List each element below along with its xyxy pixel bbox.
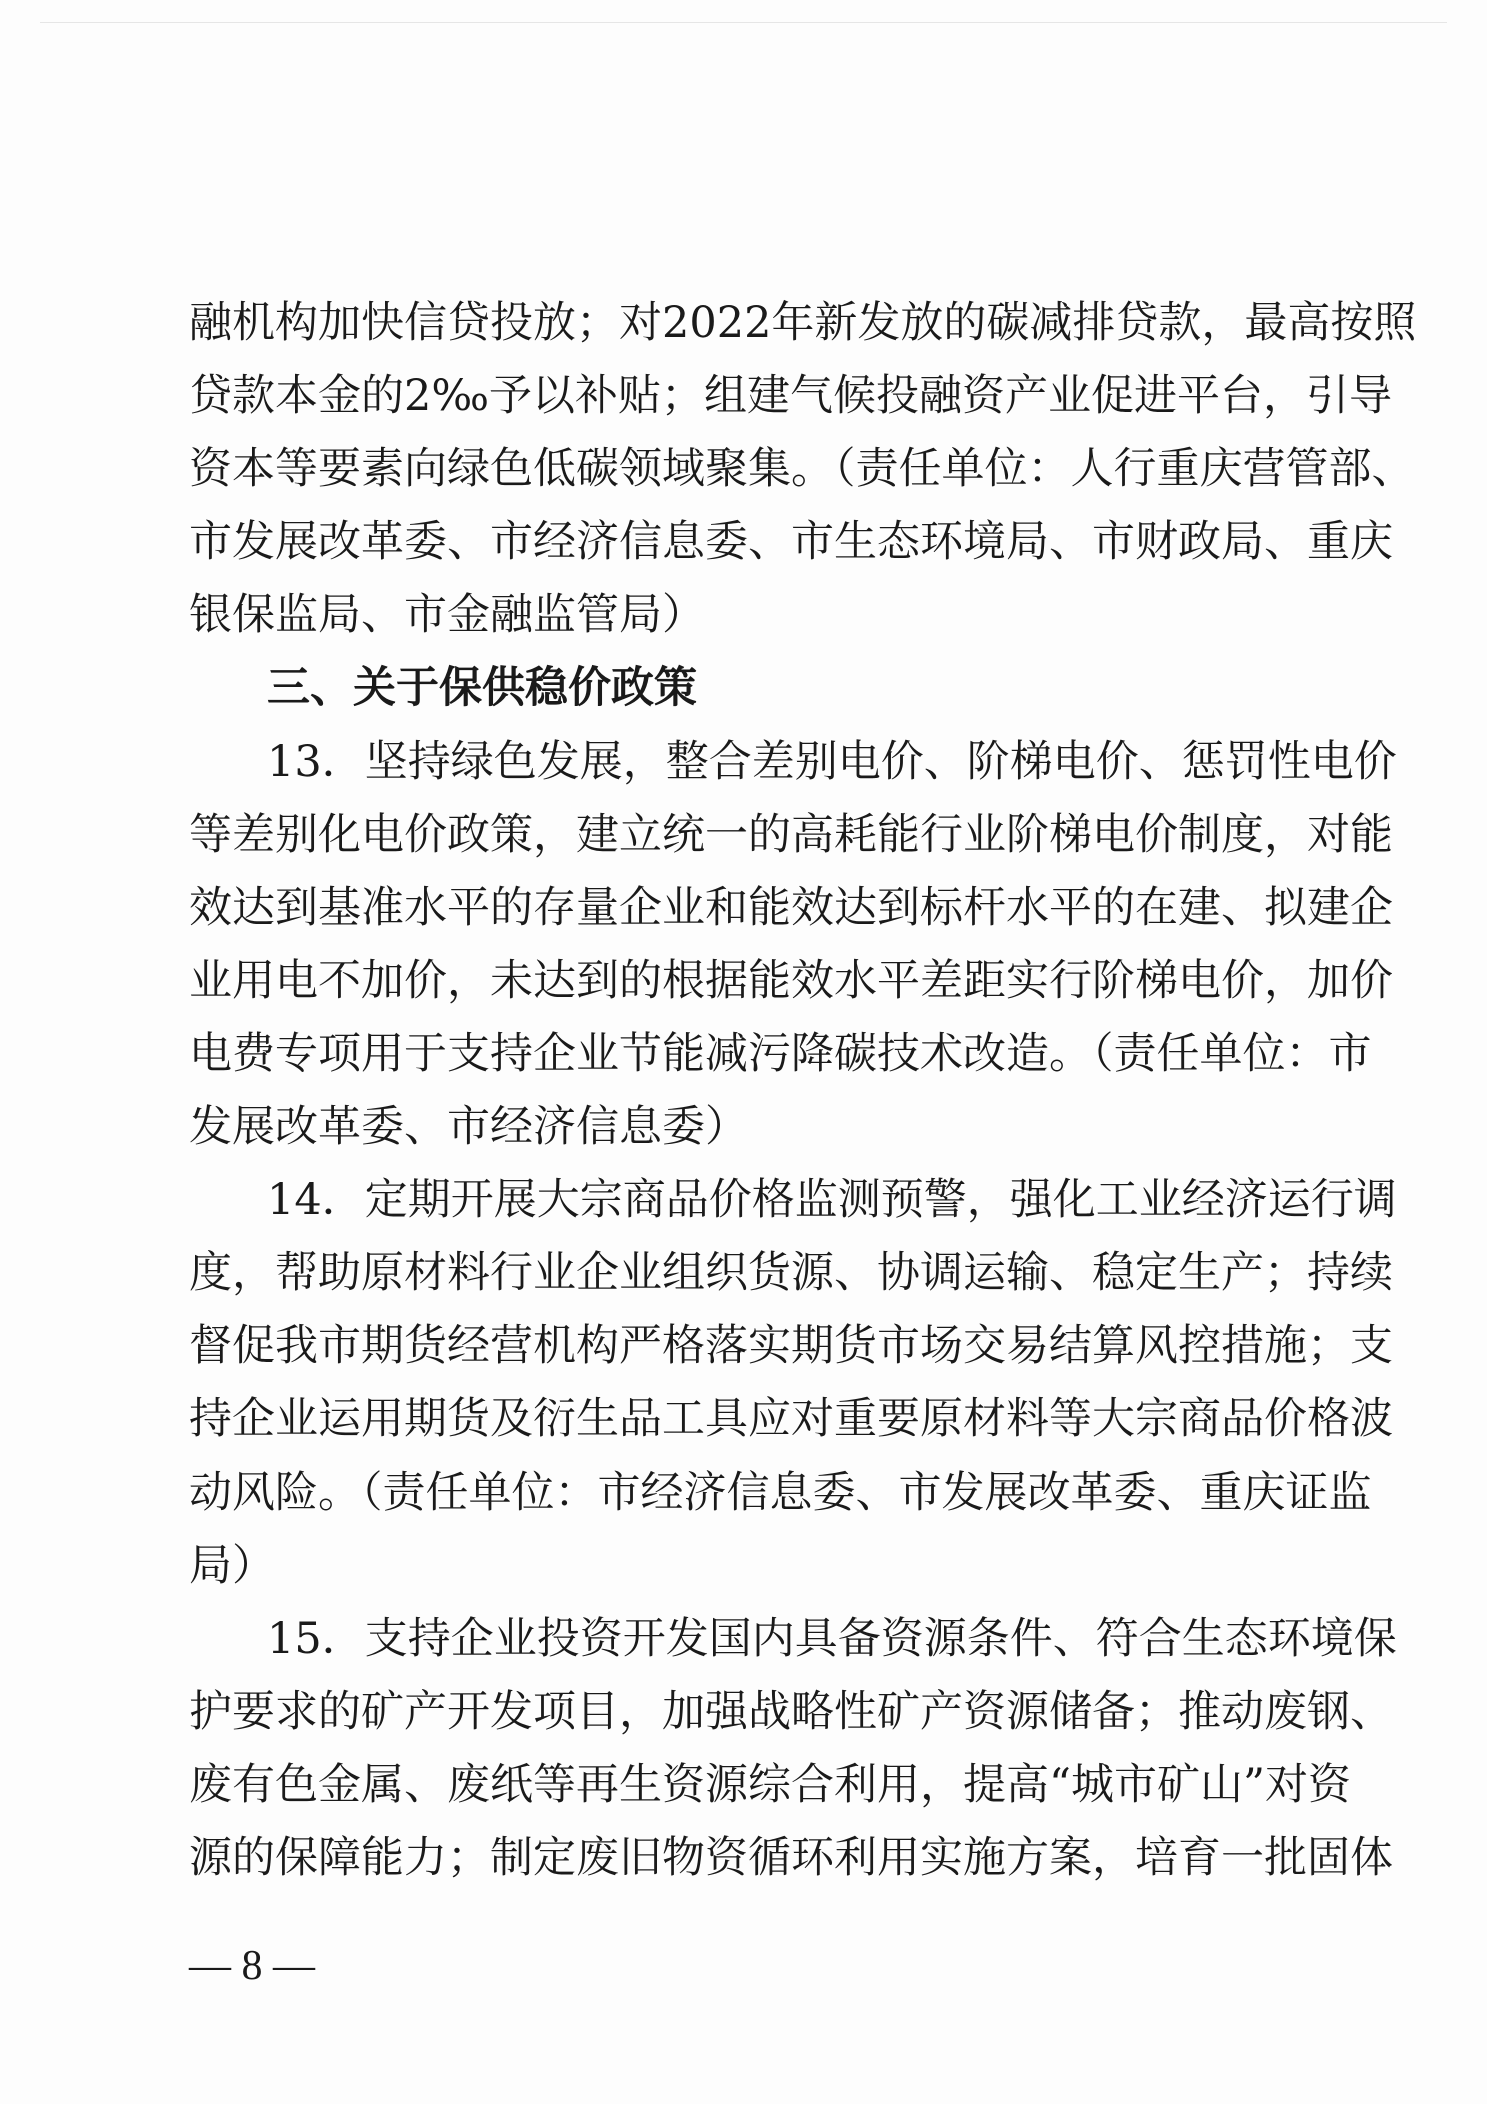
text-line: 电费专项用于支持企业节能减污降碳技术改造。（责任单位：市 <box>189 1028 1372 1079</box>
text-line: 度，帮助原材料行业企业组织货源、协调运输、稳定生产；持续 <box>189 1248 1393 1299</box>
text-line: 局） <box>189 1540 275 1591</box>
text-line: 等差别化电价政策，建立统一的高耗能行业阶梯电价制度，对能 <box>189 809 1393 860</box>
text-line: 15．支持企业投资开发国内具备资源条件、符合生态环境保 <box>267 1613 1397 1664</box>
text-line: 13．坚持绿色发展，整合差别电价、阶梯电价、惩罚性电价 <box>267 736 1397 787</box>
text-line: 督促我市期货经营机构严格落实期货市场交易结算风控措施；支 <box>189 1321 1393 1372</box>
paragraph-item-13 <box>189 726 1397 1165</box>
scan-edge-line <box>40 22 1447 23</box>
text-line: 发展改革委、市经济信息委） <box>189 1102 748 1153</box>
text-line: 市发展改革委、市经济信息委、市生态环境局、市财政局、重庆 <box>189 517 1393 568</box>
text-line: 效达到基准水平的存量企业和能效达到标杆水平的在建、拟建企 <box>189 882 1393 933</box>
text-line: 银保监局、市金融监管局） <box>189 590 705 641</box>
text-line: 14．定期开展大宗商品价格监测预警，强化工业经济运行调 <box>267 1175 1397 1226</box>
paragraph-item-14 <box>189 1164 1397 1603</box>
text-line: 资本等要素向绿色低碳领域聚集。（责任单位：人行重庆营管部、 <box>189 444 1415 495</box>
text-line: 废有色金属、废纸等再生资源综合利用，提高“城市矿山”对资 <box>189 1759 1351 1810</box>
text-line: 源的保障能力；制定废旧物资循环利用实施方案，培育一批固体 <box>189 1832 1393 1883</box>
text-line: 护要求的矿产开发项目，加强战略性矿产资源储备；推动废钢、 <box>189 1686 1393 1737</box>
text-line: 业用电不加价，未达到的根据能效水平差距实行阶梯电价，加价 <box>189 955 1393 1006</box>
text-line: 动风险。（责任单位：市经济信息委、市发展改革委、重庆证监 <box>189 1467 1372 1518</box>
text-line: 贷款本金的2‰予以补贴；组建气候投融资产业促进平台，引导 <box>189 371 1393 422</box>
text-line: 融机构加快信贷投放；对2022年新发放的碳减排贷款，最高按照 <box>189 298 1417 348</box>
paragraph-item-15 <box>189 1603 1397 1895</box>
document-body <box>189 287 1417 1895</box>
text-line: 持企业运用期货及衍生品工具应对重要原材料等大宗商品价格波 <box>189 1394 1393 1445</box>
section-heading: 三、关于保供稳价政策 <box>267 663 697 714</box>
continued-paragraph <box>189 287 1417 652</box>
page-number: — 8 — <box>189 1943 315 1989</box>
